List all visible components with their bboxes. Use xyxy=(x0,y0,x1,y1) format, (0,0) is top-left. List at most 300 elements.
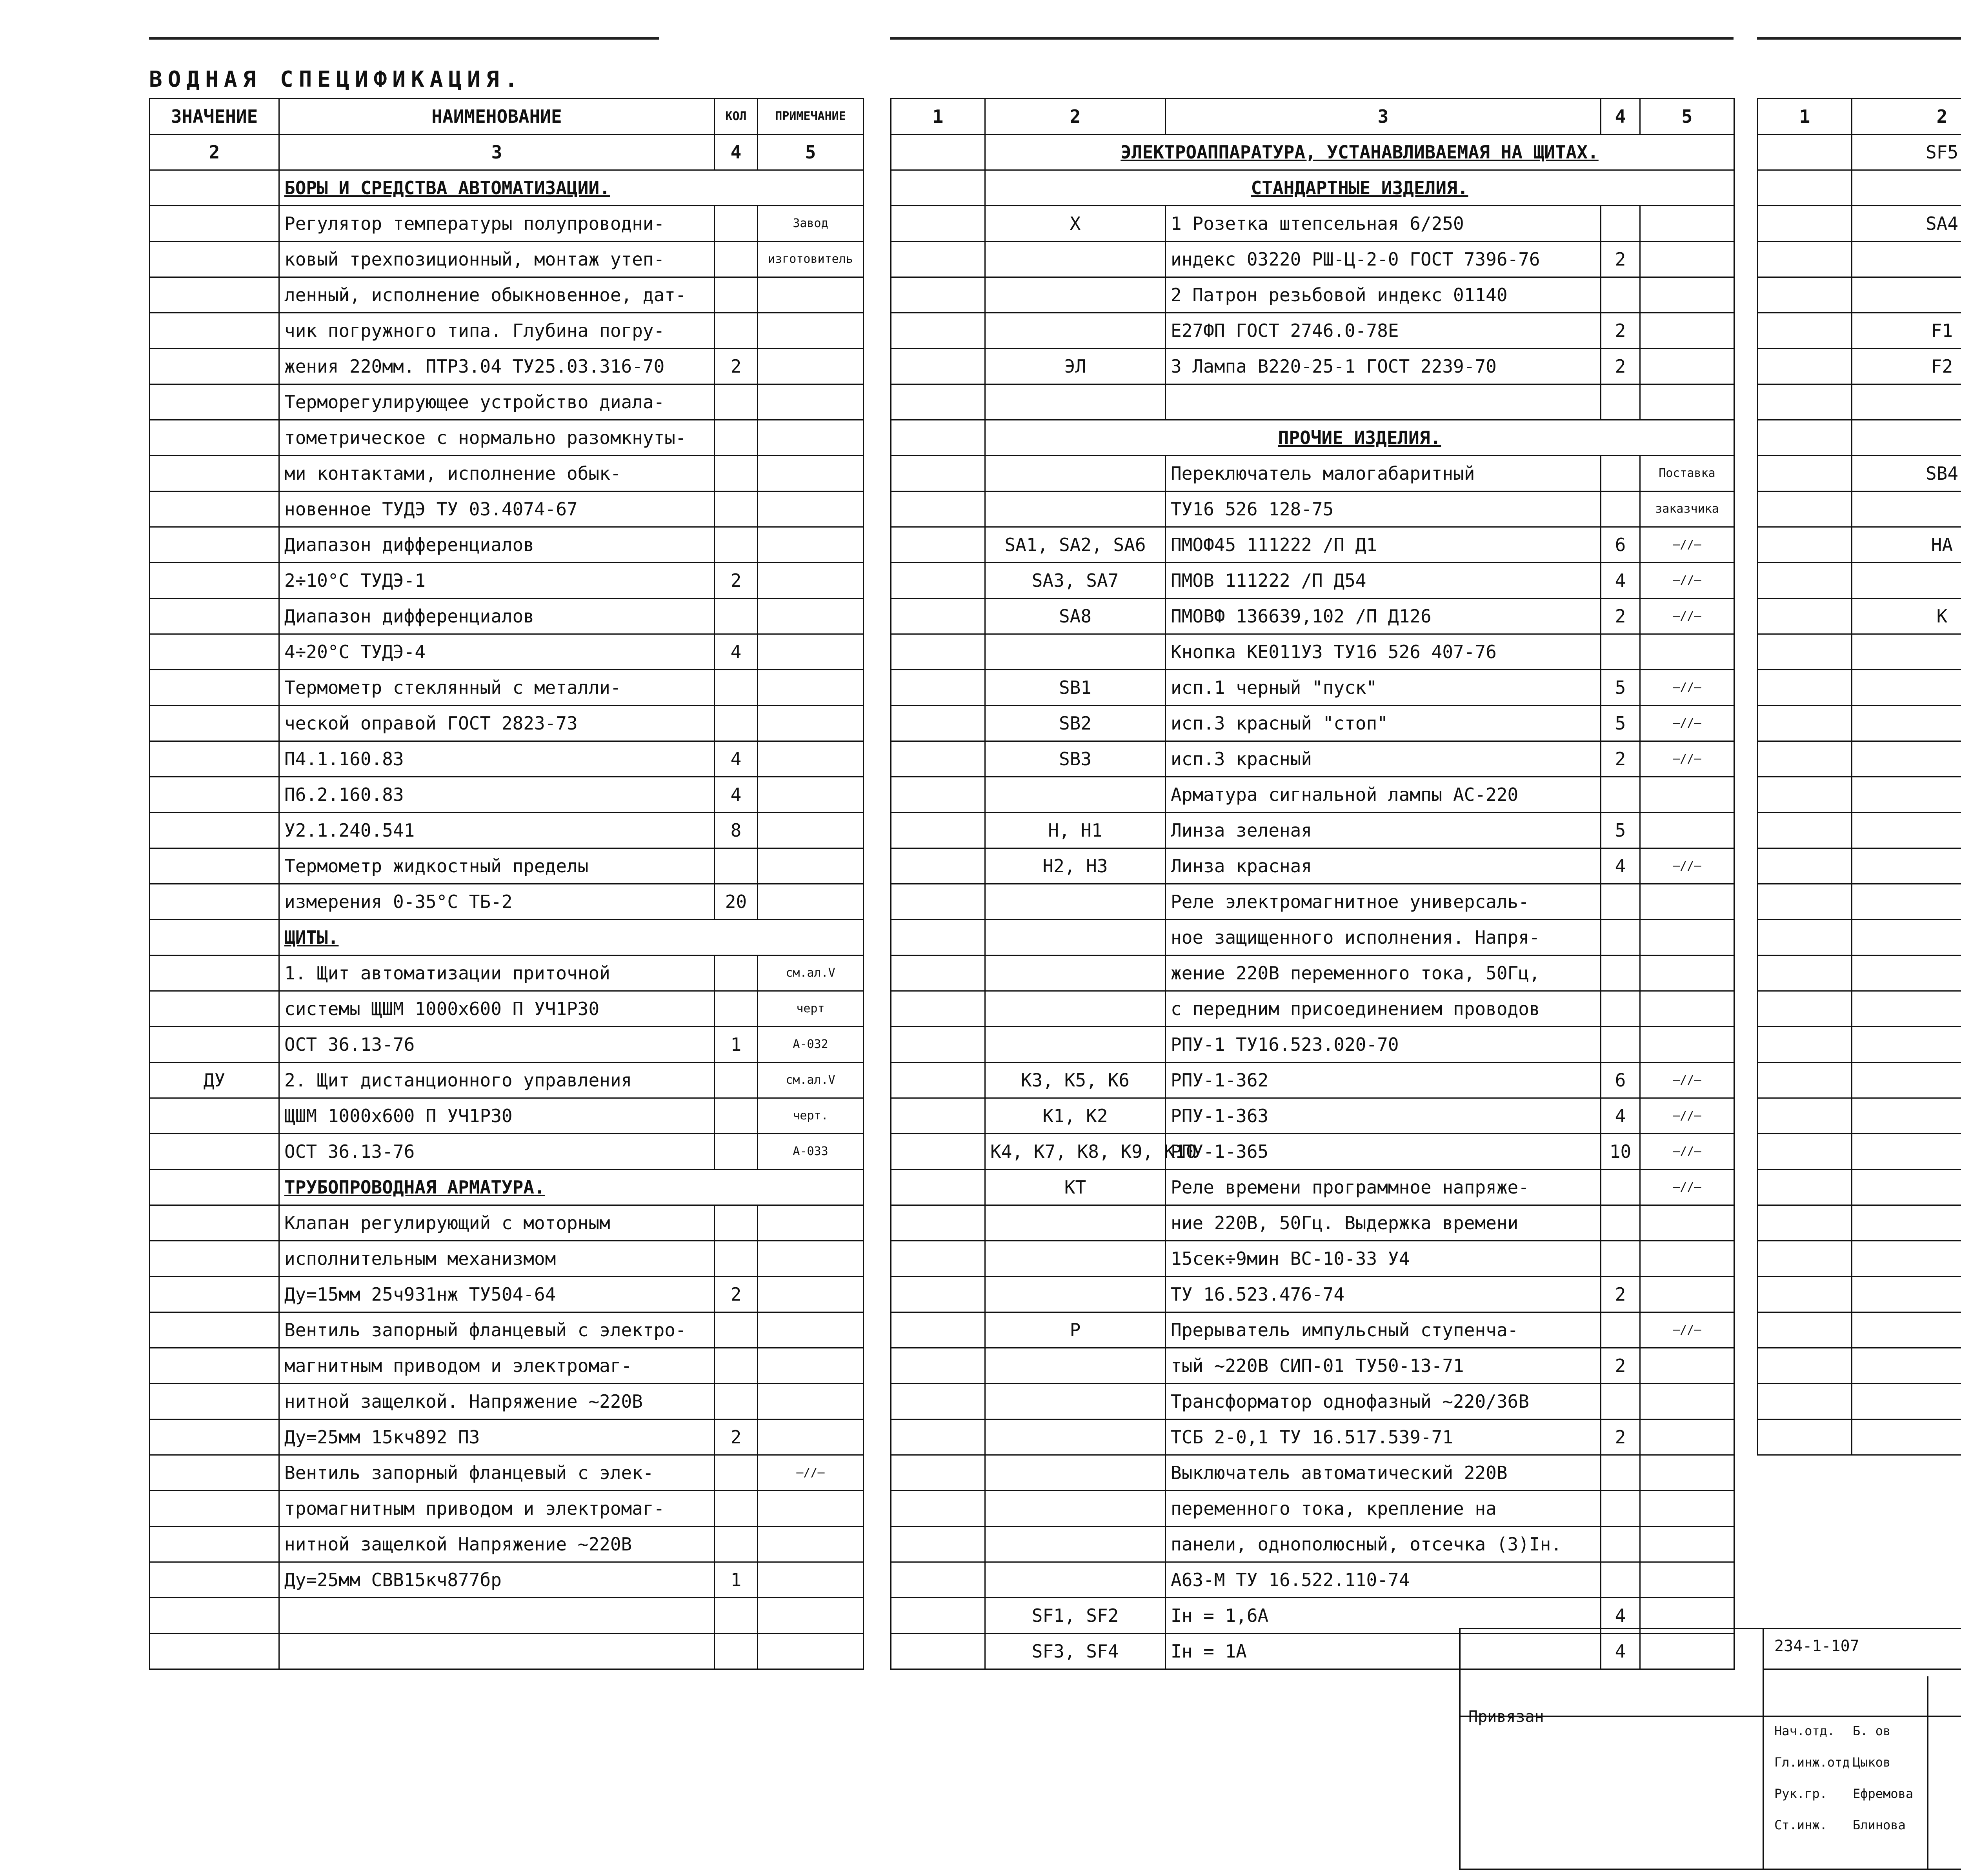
cell-a xyxy=(891,599,985,634)
cell-b xyxy=(1852,1419,1961,1455)
cell-d: 4 xyxy=(1601,1634,1640,1669)
cell-d xyxy=(1601,884,1640,920)
cell-designation xyxy=(150,170,279,206)
cell-b: K4, K7, K8, K9, K10 xyxy=(985,1134,1166,1170)
cell-b: X xyxy=(985,206,1166,242)
cell-d: 2 xyxy=(1601,242,1640,277)
table-row xyxy=(1758,1098,1961,1134)
cell-d: А-033 xyxy=(758,1134,864,1170)
cell-d: 2 xyxy=(1601,1419,1640,1455)
table-row xyxy=(150,1241,864,1277)
table-row xyxy=(150,384,864,420)
table-row xyxy=(891,527,1734,563)
cell-b: П4.1.160.83 xyxy=(279,741,715,777)
cell-e xyxy=(1640,634,1734,670)
cell-b: K3, K5, K6 xyxy=(985,1063,1166,1098)
cell-a xyxy=(1758,1384,1852,1419)
cell-c xyxy=(715,1455,758,1491)
cell-d: 2 xyxy=(1601,313,1640,349)
cell-d xyxy=(758,277,864,313)
cell-b xyxy=(985,1455,1166,1491)
table-row xyxy=(1758,456,1961,491)
cell-a xyxy=(1758,813,1852,848)
cell-b xyxy=(985,1491,1166,1527)
cell-d xyxy=(758,384,864,420)
section-title: СТАНДАРТНЫЕ ИЗДЕЛИЯ. xyxy=(985,170,1734,206)
cell-d xyxy=(1601,456,1640,491)
cell-d xyxy=(1601,1455,1640,1491)
table-row xyxy=(1758,1348,1961,1384)
cell-a xyxy=(150,1562,279,1598)
column-number: 4 xyxy=(1601,99,1640,135)
cell-b xyxy=(1852,848,1961,884)
cell-b xyxy=(1852,706,1961,741)
cell-e: —//— xyxy=(1640,527,1734,563)
cell-b: SF1, SF2 xyxy=(985,1598,1166,1634)
table-row xyxy=(150,1562,864,1598)
cell-a xyxy=(891,1634,985,1669)
cell-b: ОСТ 36.13-76 xyxy=(279,1134,715,1170)
cell-b: П6.2.160.83 xyxy=(279,777,715,813)
cell-d xyxy=(758,706,864,741)
cell-a xyxy=(150,420,279,456)
cell-c: исп.3 красный xyxy=(1166,741,1601,777)
table-header xyxy=(150,99,864,135)
cell-c xyxy=(715,420,758,456)
cell-b xyxy=(1852,741,1961,777)
cell-c: ТУ 16.523.476-74 xyxy=(1166,1277,1601,1312)
table-row xyxy=(891,777,1734,813)
cell-b xyxy=(985,920,1166,955)
cell-a xyxy=(891,277,985,313)
cell-d xyxy=(1601,206,1640,242)
cell-d xyxy=(758,599,864,634)
cell-b xyxy=(1852,1312,1961,1348)
name-3: Ефремова xyxy=(1853,1786,1914,1801)
cell-b: Клапан регулирующий с моторным xyxy=(279,1205,715,1241)
cell-a xyxy=(1758,955,1852,991)
cell-b: Ду=25мм 15кч892 П3 xyxy=(279,1419,715,1455)
cell-c: ПМОВ 111222 /П Д54 xyxy=(1166,563,1601,599)
cell-a xyxy=(150,206,279,242)
cell-b xyxy=(985,1562,1166,1598)
cell-d: см.ал.V xyxy=(758,955,864,991)
table-row xyxy=(891,991,1734,1027)
cell-e xyxy=(1640,1491,1734,1527)
cell-d: 6 xyxy=(1601,527,1640,563)
cell-d: А-032 xyxy=(758,1027,864,1063)
cell-b: Ду=15мм 25ч931нж ТУ504-64 xyxy=(279,1277,715,1312)
cell-a xyxy=(891,242,985,277)
cell-e: —//— xyxy=(1640,1063,1734,1098)
cell-b xyxy=(985,313,1166,349)
cell-e xyxy=(1640,384,1734,420)
section-title xyxy=(1852,420,1961,456)
cell-a xyxy=(1758,991,1852,1027)
table-row xyxy=(891,670,1734,706)
cell-e xyxy=(1640,1027,1734,1063)
cell-d xyxy=(758,349,864,384)
table-row xyxy=(891,634,1734,670)
cell-b: Термометр стеклянный с металли- xyxy=(279,670,715,706)
cell-e xyxy=(1640,1562,1734,1598)
cell-d: 4 xyxy=(1601,848,1640,884)
cell-b xyxy=(985,1419,1166,1455)
cell-c: ное защищенного исполнения. Напря- xyxy=(1166,920,1601,955)
column-numbers xyxy=(1758,99,1961,135)
cell-b xyxy=(985,1205,1166,1241)
cell-designation xyxy=(150,1170,279,1205)
table-row xyxy=(891,884,1734,920)
cell-a xyxy=(891,1277,985,1312)
cell-a xyxy=(150,242,279,277)
table-row xyxy=(150,848,864,884)
cell-a xyxy=(891,206,985,242)
cell-c: ТСБ 2-0,1 ТУ 16.517.539-71 xyxy=(1166,1419,1601,1455)
spec-table-3 xyxy=(1757,98,1961,1456)
cell-b: Ду=25мм СВВ15кч877бр xyxy=(279,1562,715,1598)
cell-e xyxy=(1640,777,1734,813)
cell-a xyxy=(891,135,985,170)
cell-e xyxy=(1640,1241,1734,1277)
table-row xyxy=(1758,1063,1961,1098)
cell-b: ЭЛ xyxy=(985,349,1166,384)
cell-c: Реле времени программное напряже- xyxy=(1166,1170,1601,1205)
page-heading: ВОДНАЯ СПЕЦИФИКАЦИЯ. xyxy=(149,67,524,92)
table-row xyxy=(1758,242,1961,277)
name-2: Цыков xyxy=(1853,1755,1891,1770)
cell-d: 2 xyxy=(1601,599,1640,634)
cell-c xyxy=(715,313,758,349)
cell-a xyxy=(891,813,985,848)
cell-b: ковый трехпозиционный, монтаж утеп- xyxy=(279,242,715,277)
cell-a xyxy=(1758,420,1852,456)
table-row xyxy=(150,206,864,242)
cell-a xyxy=(891,1419,985,1455)
cell-a xyxy=(891,1098,985,1134)
cell-e: —//— xyxy=(1640,706,1734,741)
cell-d xyxy=(758,1527,864,1562)
cell-e xyxy=(1640,1277,1734,1312)
cell-b xyxy=(985,1027,1166,1063)
cell-c xyxy=(715,277,758,313)
cell-d xyxy=(758,1241,864,1277)
cell-designation xyxy=(150,920,279,955)
table-row xyxy=(1758,884,1961,920)
table-row xyxy=(891,313,1734,349)
cell-c: Е27ФП ГОСТ 2746.0-78Е xyxy=(1166,313,1601,349)
cell-b: Регулятор температуры полупроводни- xyxy=(279,206,715,242)
table-row xyxy=(150,1598,864,1634)
role-3: Рук.гр. xyxy=(1774,1786,1827,1801)
cell-e xyxy=(1640,206,1734,242)
cell-d xyxy=(758,527,864,563)
cell-c xyxy=(715,1098,758,1134)
cell-b: нитной защелкой Напряжение ~220В xyxy=(279,1527,715,1562)
cell-d xyxy=(758,813,864,848)
table-row xyxy=(150,1027,864,1063)
cell-d: изготовитель xyxy=(758,242,864,277)
cell-d xyxy=(1601,920,1640,955)
cell-a xyxy=(891,1027,985,1063)
cell-d: 5 xyxy=(1601,706,1640,741)
cell-d xyxy=(1601,991,1640,1027)
cell-b: ческой оправой ГОСТ 2823-73 xyxy=(279,706,715,741)
cell-b: ОСТ 36.13-76 xyxy=(279,1027,715,1063)
cell-a xyxy=(150,777,279,813)
cell-d xyxy=(1601,634,1640,670)
cell-e xyxy=(1640,991,1734,1027)
column-number: 4 xyxy=(715,135,758,170)
cell-b xyxy=(1852,491,1961,527)
table-row xyxy=(891,242,1734,277)
cell-c: А63-М ТУ 16.522.110-74 xyxy=(1166,1562,1601,1598)
cell-a: ДУ xyxy=(150,1063,279,1098)
cell-e: —//— xyxy=(1640,1098,1734,1134)
cell-c: 8 xyxy=(715,813,758,848)
cell-d xyxy=(1601,1205,1640,1241)
cell-a xyxy=(1758,491,1852,527)
cell-c xyxy=(715,1205,758,1241)
cell-b: SA4 xyxy=(1852,206,1961,242)
table-row xyxy=(1758,777,1961,813)
cell-c: с передним присоединением проводов xyxy=(1166,991,1601,1027)
cell-d xyxy=(758,670,864,706)
table-row xyxy=(150,491,864,527)
cell-e: —//— xyxy=(1640,1170,1734,1205)
cell-b: измерения 0-35°C ТБ-2 xyxy=(279,884,715,920)
cell-d xyxy=(758,741,864,777)
cell-a xyxy=(891,1205,985,1241)
name-4: Блинова xyxy=(1853,1818,1906,1832)
cell-a xyxy=(1758,170,1852,206)
cell-b xyxy=(1852,920,1961,955)
cell-c: Прерыватель импульсный ступенча- xyxy=(1166,1312,1601,1348)
column-number: 3 xyxy=(1166,99,1601,135)
cell-e: —//— xyxy=(1640,670,1734,706)
cell-e xyxy=(1640,1419,1734,1455)
cell-c: 4 xyxy=(715,777,758,813)
cell-d: Завод xyxy=(758,206,864,242)
cell-b: тромагнитным приводом и электромаг- xyxy=(279,1491,715,1527)
cell-b: 2÷10°C ТУДЭ-1 xyxy=(279,563,715,599)
section-row xyxy=(891,135,1734,170)
cell-a xyxy=(1758,1170,1852,1205)
cell-b xyxy=(985,991,1166,1027)
cell-d: 2 xyxy=(1601,741,1640,777)
cell-b xyxy=(1852,1063,1961,1098)
table-row xyxy=(150,1312,864,1348)
cell-c: 2 xyxy=(715,1277,758,1312)
table-row xyxy=(150,349,864,384)
cell-b: SB3 xyxy=(985,741,1166,777)
section-row xyxy=(1758,813,1961,848)
column-number: 2 xyxy=(150,135,279,170)
section-title xyxy=(1852,1205,1961,1241)
table-row xyxy=(150,1419,864,1455)
cell-b xyxy=(1852,1277,1961,1312)
cell-a xyxy=(1758,1098,1852,1134)
cell-b: Терморегулирующее устройство диала- xyxy=(279,384,715,420)
table-row xyxy=(1758,599,1961,634)
cell-c: жение 220В переменного тока, 50Гц, xyxy=(1166,955,1601,991)
cell-e xyxy=(1640,277,1734,313)
section-row xyxy=(150,920,864,955)
cell-a xyxy=(891,670,985,706)
column-number: 1 xyxy=(1758,99,1852,135)
table-row xyxy=(1758,991,1961,1027)
cell-a xyxy=(150,1134,279,1170)
cell-d: 4 xyxy=(1601,1598,1640,1634)
cell-b: ми контактами, исполнение обык- xyxy=(279,456,715,491)
cell-b: нитной защелкой. Напряжение ~220В xyxy=(279,1384,715,1419)
cell-a xyxy=(150,991,279,1027)
cell-a xyxy=(891,991,985,1027)
cell-a xyxy=(891,1134,985,1170)
top-rule xyxy=(149,37,659,40)
cell-b: KT xyxy=(985,1170,1166,1205)
header-cell: НАИМЕНОВАНИЕ xyxy=(279,99,715,135)
section-title xyxy=(1852,813,1961,848)
cell-d: 4 xyxy=(1601,1098,1640,1134)
section-title: ЭЛЕКТРОАППАРАТУРА, УСТАНАВЛИВАЕМАЯ НА ЩИТАХ. xyxy=(985,135,1734,170)
column-number: 5 xyxy=(1640,99,1734,135)
cell-c xyxy=(715,599,758,634)
table-row xyxy=(150,706,864,741)
cell-c xyxy=(715,1527,758,1562)
cell-a xyxy=(891,706,985,741)
cell-c xyxy=(715,1348,758,1384)
table-row xyxy=(1758,1419,1961,1455)
cell-c xyxy=(715,1491,758,1527)
cell-d xyxy=(1601,384,1640,420)
cell-a xyxy=(150,1098,279,1134)
table-row xyxy=(891,1205,1734,1241)
cell-d xyxy=(758,634,864,670)
table-row xyxy=(1758,741,1961,777)
table-row xyxy=(891,1277,1734,1312)
cell-a xyxy=(150,955,279,991)
cell-d xyxy=(758,1419,864,1455)
cell-c: исп.3 красный "стоп" xyxy=(1166,706,1601,741)
cell-c xyxy=(715,670,758,706)
cell-a xyxy=(891,1527,985,1562)
cell-b: SF3, SF4 xyxy=(985,1634,1166,1669)
cell-e xyxy=(1640,1205,1734,1241)
table-row xyxy=(891,920,1734,955)
cell-c: Реле электромагнитное универсаль- xyxy=(1166,884,1601,920)
cell-c: Iн = 1А xyxy=(1166,1634,1601,1669)
cell-b: H2, H3 xyxy=(985,848,1166,884)
cell-d xyxy=(1601,1241,1640,1277)
cell-b xyxy=(1852,777,1961,813)
table-row xyxy=(1758,1170,1961,1205)
section-row xyxy=(891,170,1734,206)
cell-d xyxy=(758,563,864,599)
cell-a xyxy=(150,884,279,920)
cell-c: РПУ-1-363 xyxy=(1166,1098,1601,1134)
cell-b: Термометр жидкостный пределы xyxy=(279,848,715,884)
table-row xyxy=(150,456,864,491)
table-row xyxy=(150,277,864,313)
cell-b: новенное ТУДЭ ТУ 03.4074-67 xyxy=(279,491,715,527)
cell-a xyxy=(150,1527,279,1562)
cell-c xyxy=(715,848,758,884)
header-cell: ПРИМЕЧАНИЕ xyxy=(758,99,864,135)
cell-a xyxy=(150,313,279,349)
cell-b: SA3, SA7 xyxy=(985,563,1166,599)
table-row xyxy=(891,349,1734,384)
cell-a xyxy=(891,1241,985,1277)
cell-a xyxy=(1758,1419,1852,1455)
cell-a xyxy=(150,1312,279,1348)
cell-b xyxy=(1852,1348,1961,1384)
cell-c: РПУ-1-365 xyxy=(1166,1134,1601,1170)
table-row xyxy=(150,813,864,848)
cell-d xyxy=(1601,491,1640,527)
cell-a xyxy=(1758,884,1852,920)
cell-b xyxy=(1852,955,1961,991)
table-row xyxy=(150,420,864,456)
table-row xyxy=(1758,955,1961,991)
cell-b: K1, K2 xyxy=(985,1098,1166,1134)
column-number: 3 xyxy=(279,135,715,170)
table-row xyxy=(1758,313,1961,349)
cell-d xyxy=(758,884,864,920)
table-row xyxy=(1758,135,1961,170)
table-row xyxy=(150,1455,864,1491)
cell-c xyxy=(715,1241,758,1277)
cell-d: 10 xyxy=(1601,1134,1640,1170)
cell-c: Выключатель автоматический 220В xyxy=(1166,1455,1601,1491)
table-row xyxy=(150,1384,864,1419)
cell-c: РПУ-1-362 xyxy=(1166,1063,1601,1098)
cell-b xyxy=(279,1598,715,1634)
cell-a xyxy=(150,1419,279,1455)
cell-b: SB4 xyxy=(1852,456,1961,491)
table-row xyxy=(1758,634,1961,670)
cell-b xyxy=(1852,1098,1961,1134)
cell-c xyxy=(715,991,758,1027)
cell-a xyxy=(150,1348,279,1384)
table-row xyxy=(891,1562,1734,1598)
cell-b xyxy=(985,1384,1166,1419)
cell-d xyxy=(758,420,864,456)
cell-a xyxy=(891,1170,985,1205)
column-number: 5 xyxy=(758,135,864,170)
table-row xyxy=(891,599,1734,634)
cell-b: 4÷20°C ТУДЭ-4 xyxy=(279,634,715,670)
cell-b: У2.1.240.541 xyxy=(279,813,715,848)
cell-a xyxy=(1758,135,1852,170)
section-title: ЩИТЫ. xyxy=(279,920,864,955)
table-row xyxy=(150,955,864,991)
cell-a xyxy=(1758,563,1852,599)
cell-c: ПМОФ45 111222 /П Д1 xyxy=(1166,527,1601,563)
cell-b xyxy=(1852,242,1961,277)
cell-c xyxy=(715,456,758,491)
cell-c: 4 xyxy=(715,741,758,777)
cell-c: Линза красная xyxy=(1166,848,1601,884)
cell-c: индекс 03220 РШ-Ц-2-0 ГОСТ 7396-76 xyxy=(1166,242,1601,277)
cell-c: 1 xyxy=(715,1562,758,1598)
cell-b: SB2 xyxy=(985,706,1166,741)
cell-b: F2 xyxy=(1852,349,1961,384)
cell-c: ПМОВФ 136639,102 /П Д126 xyxy=(1166,599,1601,634)
table-row xyxy=(1758,349,1961,384)
cell-d xyxy=(1601,1527,1640,1562)
cell-d xyxy=(758,1312,864,1348)
